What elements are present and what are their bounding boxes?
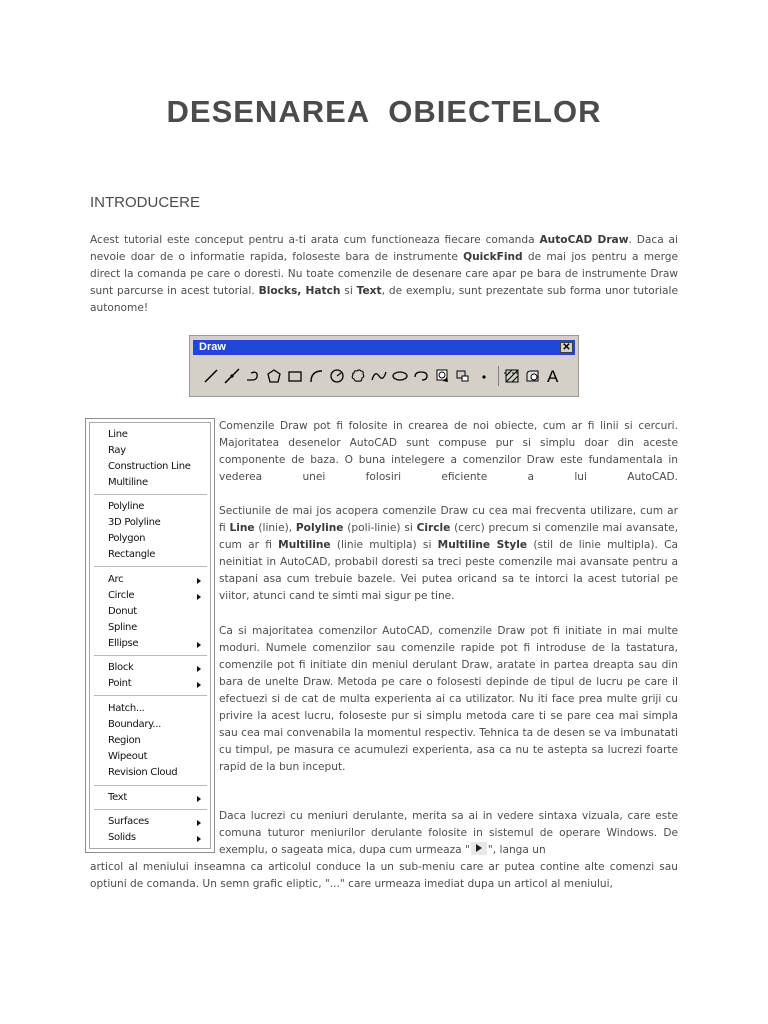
menu-item-construction-line[interactable]: Construction Line [108, 461, 191, 472]
submenu-arrow-icon [197, 836, 201, 842]
menu-item-donut[interactable]: Donut [108, 606, 137, 617]
menu-item-block[interactable]: Block [108, 662, 134, 673]
menu-item-solids[interactable]: Solids [108, 832, 136, 843]
menu-separator [94, 785, 207, 786]
paragraph-dropdown-syntax-cont: articol al meniului inseamna ca articolul conduce la un sub-meniu care ar putea contine alte comenzi sau optiuni de comanda. Un semn grafic eliptic, "..." care urmeaza imediat dupa un articol al meniului, [90, 861, 678, 890]
ellipse-arc-icon[interactable] [412, 366, 430, 386]
toolbar-buttons [202, 363, 566, 389]
p4-text-2: ", langa un [487, 844, 546, 856]
menu-item-multiline[interactable]: Multiline [108, 477, 148, 488]
menu-item-circle[interactable]: Circle [108, 590, 135, 601]
circle-icon[interactable] [328, 366, 346, 386]
intro-text-1: Acest tutorial este conceput pentru a-ti arata cum functioneaza fiecare comanda [90, 234, 540, 246]
submenu-arrow-icon [197, 666, 201, 672]
intro-bold-blocks-hatch: Blocks, Hatch [258, 285, 341, 297]
submenu-arrow-icon [197, 594, 201, 600]
menu-item-polygon[interactable]: Polygon [108, 533, 146, 544]
menu-item-spline[interactable]: Spline [108, 622, 137, 633]
intro-text-2: . Daca ai nevoie doar de o informatie rapida, foloseste bara de instrumente [90, 234, 678, 263]
p2-text-1: Sectiunile de mai jos acopera comenzile Draw cu cea mai frecventa utilizare, cum ar fi [219, 505, 678, 534]
submenu-arrow-icon [197, 820, 201, 826]
draw-toolbar [189, 335, 579, 397]
region-icon[interactable] [524, 366, 542, 386]
make-block-icon[interactable] [454, 366, 472, 386]
point-icon[interactable] [475, 366, 493, 386]
p2-text-3: (poli-linie) si [343, 522, 417, 534]
menu-separator [94, 494, 207, 495]
menu-separator [94, 566, 207, 567]
menu-item-surfaces[interactable]: Surfaces [108, 816, 149, 827]
intro-text-4: si [340, 285, 357, 297]
line-icon[interactable] [202, 366, 220, 386]
paragraph-initiate-methods: Ca si majoritatea comenzilor AutoCAD, comenzile Draw pot fi initiate in mai multe moduri. Numele comenzilor sau comenzile rapide pot fi introduse de la tastatura, comenzile pot fi initiate din meniul derulant Draw, aratate in partea dreapta sau din bara de unelte Draw. Metoda pe care o folosesti depinde de tipul de lucru pe care il efectuezi si de cat de multa experienta ai ca utilizator. Nu iti face prea multe griji cu privire la acest lucru, foloseste pur si simplu metoda care ti se pare cea mai simpla sau cea mai convenabila la momentul respectiv. Tehnica ta de desen se va imbunatati cu timpul, pe masura ce acumulezi experienta, asa ca nu te astepta sa lucrezi foarte rapid de la bun inceput. [219, 625, 678, 773]
intro-paragraph [90, 232, 678, 317]
p2-bold-multiline-style: Multiline Style [437, 539, 528, 551]
p2-bold-line: Line [229, 522, 255, 534]
menu-item-hatch[interactable]: Hatch... [108, 703, 145, 714]
p4-text-1: Daca lucrezi cu meniuri derulante, merita sa ai in vedere sintaxa vizuala, care este comuna tuturor meniurilor derulante folosite in sistemul de operare Windows. De exemplu, o sageata mica, dupa cum urmeaza " [219, 810, 678, 856]
menu-item-3d-polyline[interactable]: 3D Polyline [108, 517, 161, 528]
submenu-arrow-icon [471, 842, 487, 855]
submenu-arrow-icon [197, 578, 201, 584]
construction-line-icon[interactable] [223, 366, 241, 386]
multiline-text-icon[interactable] [545, 366, 563, 386]
paragraph-dropdown-syntax [219, 808, 678, 859]
spline-icon[interactable] [370, 366, 388, 386]
menu-item-wipeout[interactable]: Wipeout [108, 751, 148, 762]
p2-bold-polyline: Polyline [295, 522, 344, 534]
menu-separator [94, 809, 207, 810]
menu-separator [94, 655, 207, 656]
submenu-arrow-icon [197, 796, 201, 802]
polygon-icon[interactable] [265, 366, 283, 386]
close-icon[interactable]: ✕ [560, 342, 573, 353]
insert-block-icon[interactable] [433, 366, 451, 386]
menu-separator [94, 695, 207, 696]
menu-item-polyline[interactable]: Polyline [108, 501, 145, 512]
intro-bold-autocad-draw: AutoCAD Draw [539, 234, 629, 246]
menu-item-ray[interactable]: Ray [108, 445, 126, 456]
menu-item-ellipse[interactable]: Ellipse [108, 638, 139, 649]
p2-text-4: (cerc) precum si comenzile mai avansate, cum ar fi [219, 522, 679, 551]
menu-item-arc[interactable]: Arc [108, 574, 124, 585]
intro-bold-text: Text [356, 285, 382, 297]
arc-icon[interactable] [307, 366, 325, 386]
section-heading: INTRODUCERE [90, 194, 201, 211]
revision-cloud-icon[interactable] [349, 366, 367, 386]
menu-item-revision-cloud[interactable]: Revision Cloud [108, 767, 178, 778]
toolbar-separator [498, 366, 499, 386]
rectangle-icon[interactable] [286, 366, 304, 386]
menu-item-rectangle[interactable]: Rectangle [108, 549, 156, 560]
hatch-icon[interactable] [503, 366, 521, 386]
paragraph-sections [219, 503, 678, 605]
intro-text-5: , de exemplu, sunt prezentate sub forma unor tutoriale autonome! [90, 285, 678, 314]
toolbar-title: Draw [193, 340, 575, 355]
p2-bold-circle: Circle [416, 522, 451, 534]
polyline-icon[interactable] [244, 366, 262, 386]
p2-text-5: (linie multipla) si [330, 539, 438, 551]
ellipse-icon[interactable] [391, 366, 409, 386]
page-title: DESENAREA OBIECTELOR [166, 94, 602, 129]
submenu-arrow-icon [197, 682, 201, 688]
menu-item-region[interactable]: Region [108, 735, 141, 746]
submenu-arrow-icon [197, 642, 201, 648]
draw-menu [85, 418, 215, 853]
menu-item-text[interactable]: Text [108, 792, 128, 803]
svg-text:A: A [547, 367, 559, 385]
menu-item-point[interactable]: Point [108, 678, 132, 689]
paragraph-draw-commands: Comenzile Draw pot fi folosite in crearea de noi obiecte, cum ar fi linii si cercuri. Majoritatea desenelor AutoCAD sunt compuse pur si simplu doar din aceste componente de baza. O buna intelegere a comenzilor Draw este fundamentala in vederea unei folosiri eficiente a lui AutoCAD. [219, 420, 678, 483]
menu-item-line[interactable]: Line [108, 429, 128, 440]
intro-text-3: de mai jos pentru a merge direct la comanda pe care o doresti. Nu toate comenzile de desenare care apar pe bara de instrumente Draw sunt parcurse in acest tutorial. [90, 251, 678, 297]
intro-bold-quickfind: QuickFind [463, 251, 523, 263]
menu-item-boundary[interactable]: Boundary... [108, 719, 161, 730]
p2-text-6: (stil de linie multipla). Ca neinitiat in AutoCAD, probabil doresti sa treci peste comenzile mai avansate pentru a stapani asa cum trebuie bazele. Vei putea oricand sa te intorci la acest tutorial pe viitor, atunci cand te simti mai sigur pe tine. [219, 539, 678, 602]
p2-text-2: (linie), [254, 522, 296, 534]
p2-bold-multiline: Multiline [278, 539, 331, 551]
